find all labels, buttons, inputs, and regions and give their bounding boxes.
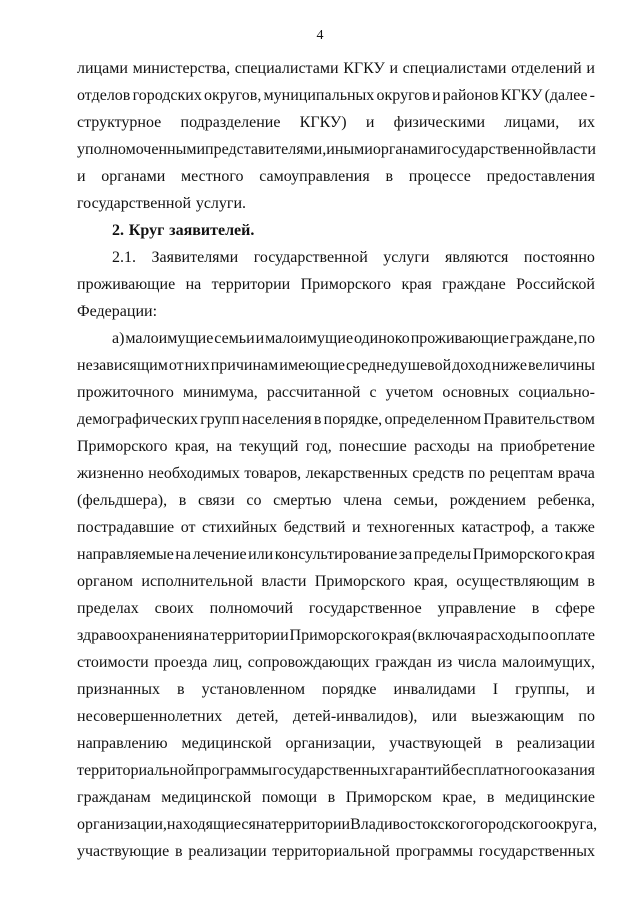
text-line xyxy=(77,514,595,541)
word: Приморского xyxy=(289,627,380,644)
word: городских xyxy=(132,87,202,104)
word: структурное xyxy=(77,114,162,131)
word: гарантий xyxy=(388,762,451,779)
word: детей, xyxy=(236,708,279,725)
word: края xyxy=(564,546,595,563)
word: КГКУ xyxy=(343,60,385,77)
text-line xyxy=(77,244,595,271)
word: Приморского xyxy=(300,276,392,293)
word: в xyxy=(531,600,540,617)
word: и xyxy=(432,87,441,104)
word: них xyxy=(184,357,210,374)
word: Приморского xyxy=(472,546,564,563)
word: муниципальных xyxy=(263,87,375,104)
word: бесплатного xyxy=(450,762,535,779)
word: семьи, xyxy=(393,492,439,509)
word: и xyxy=(255,330,265,347)
text-line xyxy=(77,433,595,460)
word: территориальной xyxy=(272,843,390,860)
word: лиц, xyxy=(213,654,243,671)
word: по xyxy=(532,627,549,644)
word: Круг xyxy=(128,222,165,239)
word: оплате xyxy=(549,627,595,644)
word: в xyxy=(178,492,187,509)
word: Федерации: xyxy=(77,303,158,320)
word: Правительством xyxy=(483,411,595,428)
word: отделов xyxy=(77,87,131,104)
word: (далее xyxy=(544,87,588,104)
word: на xyxy=(216,438,233,455)
word: инвалидами xyxy=(393,681,476,698)
word: стихийных xyxy=(202,519,278,536)
word: рецептам xyxy=(489,465,554,482)
word: признанных xyxy=(77,681,160,698)
word: от xyxy=(180,519,196,536)
word: а xyxy=(541,519,549,536)
word: участвующей xyxy=(389,735,482,752)
word: (фельдшера), xyxy=(77,492,168,509)
word: граждане, xyxy=(509,330,578,347)
word: государственных xyxy=(272,762,389,779)
word: минимума, xyxy=(182,384,258,401)
word: пределы xyxy=(413,546,472,563)
word: реализации xyxy=(188,843,267,860)
word: на xyxy=(193,627,210,644)
word: организации, xyxy=(285,735,376,752)
word: постоянно xyxy=(523,249,595,266)
word: округов, xyxy=(204,87,262,104)
word: необходимых xyxy=(148,465,240,482)
word: 2. xyxy=(112,222,124,239)
word: прожиточного xyxy=(77,384,174,401)
word: несовершеннолетних xyxy=(77,708,223,725)
word: основных xyxy=(442,384,510,401)
word: физическими xyxy=(393,114,486,131)
word: имеющие xyxy=(279,357,345,374)
word: исполнительной xyxy=(141,573,254,590)
word: проживающие xyxy=(410,330,509,347)
word: края xyxy=(401,276,432,293)
word: семьи xyxy=(214,330,255,347)
word: независящим xyxy=(77,357,168,374)
word: услуги. xyxy=(195,195,247,212)
word: связи xyxy=(197,492,235,509)
word: медицинские xyxy=(505,789,595,806)
word: доход xyxy=(452,357,491,374)
text-line xyxy=(77,55,595,82)
word: государственной xyxy=(436,141,551,158)
text-line xyxy=(77,811,598,838)
word: государственных xyxy=(478,843,595,860)
word: - xyxy=(589,87,595,104)
word: детей-инвалидов), xyxy=(292,708,418,725)
word: текущий xyxy=(239,438,299,455)
word: за xyxy=(398,546,413,563)
word: со xyxy=(246,492,262,509)
word: расходы xyxy=(475,627,532,644)
word: от xyxy=(168,357,184,374)
word: осуществляющим xyxy=(456,573,580,590)
word: районов xyxy=(442,87,499,104)
word: иными xyxy=(326,141,373,158)
page-number: 4 xyxy=(316,28,324,43)
document-body xyxy=(77,55,598,865)
word: и xyxy=(352,519,361,536)
word: Российской xyxy=(516,276,595,293)
word: товаров, xyxy=(244,465,302,482)
text-line xyxy=(77,406,595,433)
word: Заявителями xyxy=(151,249,239,266)
word: здравоохранения xyxy=(77,627,193,644)
word: бедствий xyxy=(283,519,346,536)
word: пределах xyxy=(77,600,139,617)
word: территории xyxy=(271,816,351,833)
word: медицинской xyxy=(161,789,252,806)
word: числа xyxy=(457,654,497,671)
word: по xyxy=(468,465,486,482)
word: являются xyxy=(444,249,509,266)
word: КГКУ) xyxy=(299,114,347,131)
word: граждане xyxy=(442,276,506,293)
word: катастроф, xyxy=(461,519,535,536)
word: своих xyxy=(154,600,194,617)
word: их xyxy=(578,114,595,131)
word: территории xyxy=(211,276,291,293)
text-line xyxy=(77,271,595,298)
word: демографических xyxy=(77,411,198,428)
word: округа, xyxy=(547,816,598,833)
text-line xyxy=(77,352,595,379)
word: находящиеся xyxy=(166,816,256,833)
word: в xyxy=(177,681,185,698)
word: малоимущие xyxy=(125,330,214,347)
word: социально- xyxy=(518,384,595,401)
text-line xyxy=(77,568,595,595)
word: из xyxy=(437,654,453,671)
word: в xyxy=(327,789,336,806)
word: смертью xyxy=(273,492,332,509)
word: представителями, xyxy=(205,141,327,158)
word: 2.1. xyxy=(112,249,136,266)
text-line xyxy=(77,82,595,109)
word: порядке, xyxy=(323,411,383,428)
word: государственной xyxy=(253,249,368,266)
word: группы, xyxy=(515,681,570,698)
text-line xyxy=(77,622,595,649)
text-line xyxy=(77,487,595,514)
word: члена xyxy=(343,492,382,509)
text-line xyxy=(77,163,595,190)
text-line xyxy=(77,136,595,163)
word: в xyxy=(174,843,183,860)
word: проживающие xyxy=(77,276,176,293)
text-line xyxy=(77,757,595,784)
word: полномочий xyxy=(209,600,294,617)
word: специалистами xyxy=(402,60,507,77)
text-line xyxy=(77,703,595,730)
word: в xyxy=(587,573,595,590)
word: понесшие xyxy=(339,438,407,455)
word: власти xyxy=(550,141,596,158)
word: рождением xyxy=(449,492,526,509)
word: местного xyxy=(181,168,244,185)
word: отделений xyxy=(511,60,582,77)
word: учетом xyxy=(385,384,434,401)
word: территории xyxy=(210,627,289,644)
word: лицами, xyxy=(504,114,560,131)
word: гражданам xyxy=(77,789,151,806)
text-line xyxy=(77,298,595,325)
text-line xyxy=(77,649,595,676)
word: на xyxy=(175,546,192,563)
text-line xyxy=(77,541,595,568)
word: и xyxy=(365,114,375,131)
word: установленном xyxy=(201,681,305,698)
word: территориальной xyxy=(77,762,195,779)
word: программы xyxy=(395,843,473,860)
word: заявителей. xyxy=(169,222,255,239)
word: а) xyxy=(112,330,125,347)
word: причинам xyxy=(210,357,279,374)
word: определенном xyxy=(384,411,482,428)
text-line xyxy=(77,190,595,217)
word: управление xyxy=(437,600,516,617)
word: направляемые xyxy=(77,546,174,563)
word: в xyxy=(313,411,322,428)
word: Владивостокского xyxy=(350,816,474,833)
word: уполномоченными xyxy=(77,141,206,158)
word: и xyxy=(586,681,595,698)
section-heading xyxy=(77,217,595,244)
word: ниже xyxy=(491,357,527,374)
word: Приморском xyxy=(345,789,432,806)
word: сфере xyxy=(555,600,595,617)
text-line xyxy=(77,379,595,406)
word: стоимости xyxy=(77,654,149,671)
word: по xyxy=(578,330,595,347)
word: выезжающим xyxy=(471,708,565,725)
word: техногенных xyxy=(367,519,455,536)
word: рассчитанной xyxy=(266,384,361,401)
word: округов xyxy=(376,87,430,104)
word: организации, xyxy=(77,816,167,833)
word: края, xyxy=(174,438,210,455)
word: консультирование xyxy=(274,546,398,563)
word: I xyxy=(492,681,499,698)
word: и xyxy=(586,60,595,77)
word: год, xyxy=(305,438,332,455)
word: края, xyxy=(413,573,448,590)
word: органами xyxy=(101,168,166,185)
word: оказания xyxy=(534,762,595,779)
word: пострадавшие xyxy=(77,519,175,536)
word: министерства, xyxy=(132,60,231,77)
text-line xyxy=(77,838,595,865)
word: лекарственных xyxy=(305,465,408,482)
word: помощи xyxy=(261,789,318,806)
word: реализации xyxy=(516,735,595,752)
word: медицинской xyxy=(181,735,272,752)
word: городского xyxy=(473,816,548,833)
word: врача xyxy=(557,465,595,482)
word: также xyxy=(554,519,595,536)
text-line xyxy=(77,784,595,811)
text-line xyxy=(77,730,595,757)
word: государственное xyxy=(308,600,422,617)
text-line xyxy=(77,109,595,136)
word: государственной xyxy=(77,195,192,212)
word: ребенка, xyxy=(537,492,595,509)
word: Приморского xyxy=(314,573,406,590)
word: на xyxy=(255,816,272,833)
text-line xyxy=(77,325,595,352)
word: или xyxy=(431,708,457,725)
word: лицами xyxy=(77,60,128,77)
word: края xyxy=(380,627,412,644)
word: предоставления xyxy=(486,168,595,185)
word: проезда xyxy=(154,654,208,671)
word: среднедушевой xyxy=(345,357,452,374)
text-line xyxy=(77,676,595,703)
word: или xyxy=(248,546,274,563)
word: на xyxy=(185,276,202,293)
word: граждан xyxy=(375,654,432,671)
word: сопровождающих xyxy=(247,654,370,671)
word: процессе xyxy=(408,168,471,185)
word: власти xyxy=(261,573,307,590)
word: групп xyxy=(200,411,240,428)
word: населения xyxy=(241,411,312,428)
word: величины xyxy=(527,357,595,374)
text-line xyxy=(77,595,595,622)
word: подразделение xyxy=(180,114,281,131)
word: органами xyxy=(372,141,437,158)
word: одиноко xyxy=(354,330,410,347)
word: на xyxy=(477,438,493,455)
word: Приморского xyxy=(77,438,168,455)
word: в xyxy=(495,735,503,752)
word: направлению xyxy=(77,735,168,752)
word: приобретение xyxy=(500,438,595,455)
word: участвующие xyxy=(77,843,170,860)
word: самоуправления xyxy=(259,168,370,185)
word: специалистами xyxy=(234,60,339,77)
text-line xyxy=(77,460,595,487)
word: (включая xyxy=(412,627,475,644)
word: в xyxy=(385,168,394,185)
word: с xyxy=(369,384,377,401)
word: КГКУ xyxy=(500,87,543,104)
word: в xyxy=(486,789,495,806)
word: органом xyxy=(77,573,134,590)
word: крае, xyxy=(442,789,477,806)
word: и xyxy=(389,60,399,77)
word: программы xyxy=(194,762,273,779)
word: порядке xyxy=(321,681,377,698)
word: малоимущих, xyxy=(502,654,595,671)
word: лечение xyxy=(192,546,247,563)
word: по xyxy=(578,708,595,725)
word: услуги xyxy=(383,249,430,266)
word: средств xyxy=(412,465,465,482)
word: расходы xyxy=(414,438,470,455)
word: жизненно xyxy=(77,465,144,482)
word: малоимущие xyxy=(265,330,354,347)
word: и xyxy=(77,168,86,185)
